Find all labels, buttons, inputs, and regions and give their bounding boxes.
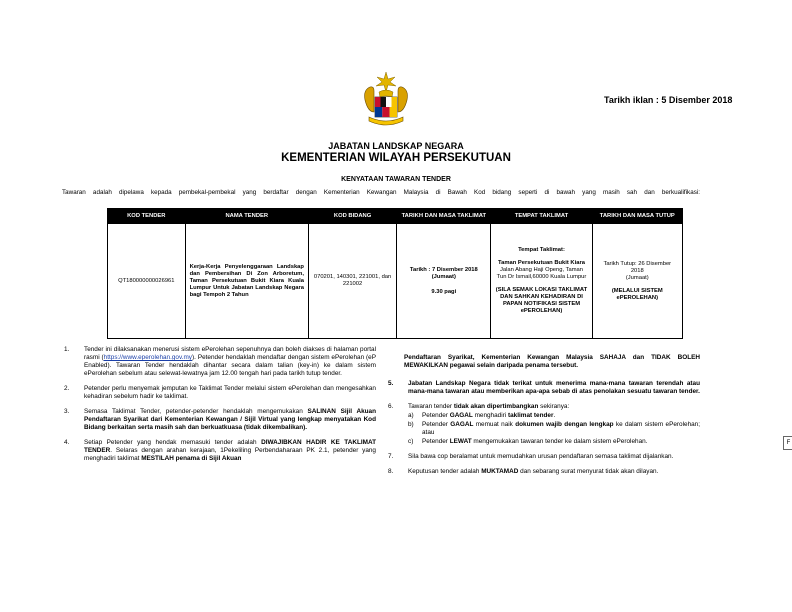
eperolehan-link[interactable]: https://www.eperolehan.gov.my: [103, 354, 193, 361]
taklimat-time: 9.30 pagi: [431, 288, 457, 295]
cell-taklimat: [397, 224, 491, 339]
malaysia-coat-of-arms-icon: [362, 70, 410, 132]
note-3: 3. Semasa Taklimat Tender, petender-petender hendaklah mengemukakan SALINAN Sijil Akuan Pendaftaran Syarikat dari Kementerian Kewangan / Sijil Virtual yang lengkap menyatakan Kod Bidang berkaitan serta masih sah dan berkuatkuasa (tidak dikembalikan).: [64, 408, 376, 431]
notice-title: KENYATAAN TAWARAN TENDER: [341, 176, 451, 183]
header-tarikh-taklimat: TARIKH DAN MASA TAKLIMAT: [397, 209, 491, 224]
intro-paragraph: Tawaran adalah dipelawa kepada pembekal-pembekal yang berdaftar dengan Kementerian Kewangan Malaysia di Bawah Kod bidang seperti di bawah yang masih sah dan berkualifikasi:: [62, 189, 700, 196]
note-1: 1. Tender ini dilaksanakan menerusi sistem ePerolehan sepenuhnya dan boleh diakses di halaman portal rasmi (https://www.eperolehan.gov.my). Petender hendaklah mendaftar dengan sistem ePerolehan (eP Enabled). Tawaran Tender hendaklah dihantar secara dalam talian (key-in) ke dalam sistem ePerolehan sebelum atau selewat-lewatnya jam 12.00 tengah hari pada tarikh tutup tender.: [64, 346, 376, 377]
note-4: 4. Setiap Petender yang hendak memasuki tender adalah DIWAJIBKAN HADIR KE TAKLIMAT TENDER. Selaras dengan arahan kerajaan, 1Pekeliling Perbendaharaan PK 2.1, petender yang menghadiri taklimat MESTILAH penama di Sijil Akuan: [64, 439, 377, 462]
header-tempat-taklimat: TEMPAT TAKLIMAT: [491, 209, 592, 224]
tempat-note: (SILA SEMAK LOKASI TAKLIMAT DAN SAHKAN KEHADIRAN DI PAPAN NOTIFIKASI SISTEM ePEROLEHAN): [495, 287, 588, 314]
tempat-label: Tempat Taklimat:: [518, 247, 565, 253]
table-row: [108, 224, 683, 339]
note-6-item-b: b) Petender GAGAL memuat naik dokumen wajib dengan lengkap ke dalam sistem ePerolehan; atau: [408, 421, 701, 436]
tempat-address: Jalan Abang Haji Openg, Taman Tun Dr Ismail,60000 Kuala Lumpur: [496, 267, 587, 280]
cell-kod-bidang: 070201, 140301, 221001, dan 221002: [308, 224, 396, 339]
tutup-day: (Jumaat): [625, 274, 649, 281]
tempat-name: Taman Persekutuan Bukit Kiara: [498, 260, 585, 266]
note-6-item-c: c) Petender LEWAT mengemukakan tawaran tender ke dalam sistem ePerolehan.: [408, 438, 648, 445]
edge-tab[interactable]: F: [783, 436, 792, 450]
cell-tempat: [491, 224, 592, 339]
ministry-name: KEMENTERIAN WILAYAH PERSEKUTUAN: [281, 152, 511, 164]
cell-tutup: [592, 224, 682, 339]
header-kod-tender: KOD TENDER: [108, 209, 186, 224]
header-tarikh-tutup: TARIKH DAN MASA TUTUP: [592, 209, 682, 224]
note-5: 5. Jabatan Landskap Negara tidak terikat untuk menerima mana-mana tawaran terendah atau mana-mana tawaran atau memberikan apa-apa sebab di atas penolakan sesuatu tawaran tender.: [388, 380, 700, 395]
cell-nama-tender: Kerja-Kerja Penyelenggaraan Landskap dan Pembersihan Di Zon Arboretum, Taman Persekutuan Bukit Kiara Kuala Lumpur Untuk Jabatan Landskap Negara bagi Tempoh 2 Tahun: [185, 224, 308, 339]
tutup-date: Tarikh Tutup: 26 Disember 2018: [603, 260, 672, 274]
department-name: JABATAN LANDSKAP NEGARA: [328, 141, 464, 151]
tender-table: [107, 208, 683, 339]
notes-left-column: [64, 346, 376, 470]
taklimat-date: Tarikh : 7 Disember 2018 (Jumaat): [409, 266, 478, 280]
tutup-note: (MELALUI SISTEM ePEROLEHAN): [611, 287, 663, 301]
note-2: 2. Petender perlu menyemak jemputan ke Taklimat Tender melalui sistem ePerolehan dan mengesahkan kehadiran sebelum hadir ke taklimat.: [64, 385, 376, 400]
note-6-item-a: a) Petender GAGAL menghadiri taklimat tender.: [408, 412, 556, 419]
note-4-continued: Pendaftaran Syarikat, Kementerian Kewangan Malaysia SAHAJA dan TIDAK BOLEH MEWAKILKAN pegawai selain daripada penama tersebut.: [404, 354, 700, 369]
header-kod-bidang: KOD BIDANG: [308, 209, 396, 224]
header-nama-tender: NAMA TENDER: [185, 209, 308, 224]
note-8: 8. Keputusan tender adalah MUKTAMAD dan sebarang surat menyurat tidak akan dilayan.: [388, 468, 659, 475]
cell-kod-tender: QT180000000026961: [108, 224, 186, 339]
note-6: 6. Tawaran tender tidak akan dipertimbangkan sekiranya: a) Petender GAGAL menghadiri taklimat tender. b) Petender GAGAL memuat naik dokumen wajib dengan lengkap ke dalam sistem ePerolehan; atau c) Petender LEWAT mengemukakan tawaran tender ke dalam sistem ePerolehan.: [388, 403, 701, 445]
advertisement-date: Tarikh iklan : 5 Disember 2018: [604, 95, 733, 105]
notes-right-column: [388, 354, 700, 483]
note-7: 7. Sila bawa cop beralamat untuk memudahkan urusan pendaftaran semasa taklimat dijalankan.: [388, 453, 674, 460]
table-header-row: [108, 209, 683, 224]
